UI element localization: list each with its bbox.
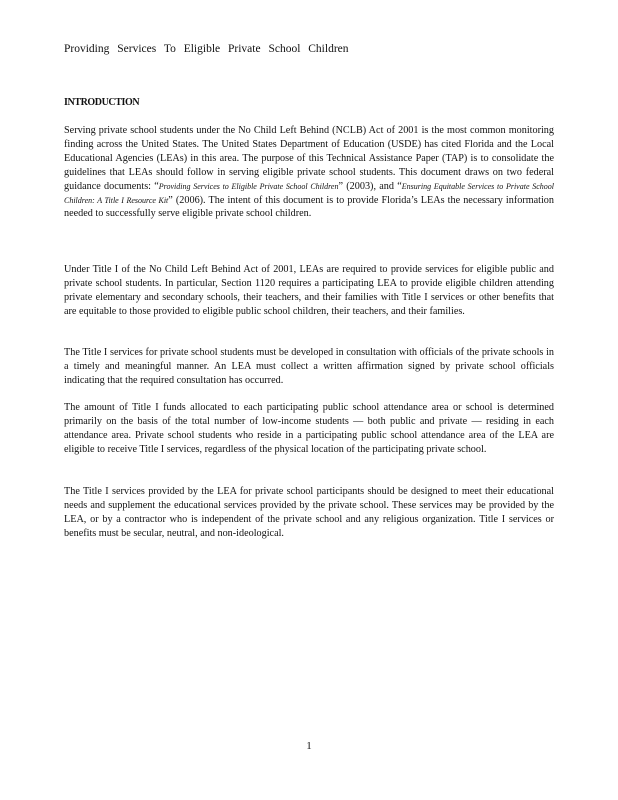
page-number: 1: [306, 740, 312, 752]
paragraph-1-text-c: ” (2006). The intent of this document is to provide Florida’s LEAs the necessary information needed to successfully serve eligible private school children.: [64, 194, 554, 220]
paragraph-1-text-b: ” (2003), and “: [338, 180, 402, 192]
document-title: Providing Services To Eligible Private School Children: [64, 43, 349, 55]
paragraph-2: Under Title I of the No Child Left Behind Act of 2001, LEAs are required to provide services for eligible public and private school students. In particular, Section 1120 requires a participating LEA to provide eligible children attending private elementary and secondary schools, their teachers, and their families with Title I services or other benefits that are equitable to those provided to eligible public school children, their teachers, and their families.: [64, 264, 554, 317]
citation-ensuring-equitable-services: Ensuring Equitable Services to Private School Children: A Title I Resource Kit: [64, 181, 555, 205]
citation-providing-services: Providing Services to Eligible Private School Children: [158, 181, 339, 191]
paragraph-4: The amount of Title I funds allocated to each participating public school attendance area or school is determined primarily on the basis of the total number of low-income students — both public and private — residing in each attendance area. Private school students who reside in a participating public school attendance area of the LEA are eligible to receive Title I services, regardless of the physical location of the participating private school.: [64, 402, 554, 455]
section-heading-introduction: INTRODUCTION: [64, 97, 140, 108]
paragraph-5: The Title I services provided by the LEA for private school participants should be designed to meet their educational needs and supplement the educational services provided by the private school. These services may be provided by the LEA, or by a contractor who is independent of the private school and any religious organization. Title I services or benefits must be secular, neutral, and non-ideological.: [64, 486, 554, 539]
paragraph-1-text-a: Serving private school students under the No Child Left Behind (NCLB) Act of 2001 is the most common monitoring finding across the United States. The United States Department of Education (USDE) has cited Florida and the Local Educational Agencies (LEAs) in this area. The purpose of this Technical Assistance Paper (TAP) is to consolidate the guidelines that LEAs should follow in serving eligible private school students. This document draws on two federal guidance documents: “: [64, 125, 554, 192]
paragraph-1: [64, 124, 554, 221]
paragraph-3: The Title I services for private school students must be developed in consultation with officials of the private schools in a timely and meaningful manner. An LEA must collect a written affirmation signed by private school officials indicating that the required consultation has occurred.: [64, 347, 554, 386]
